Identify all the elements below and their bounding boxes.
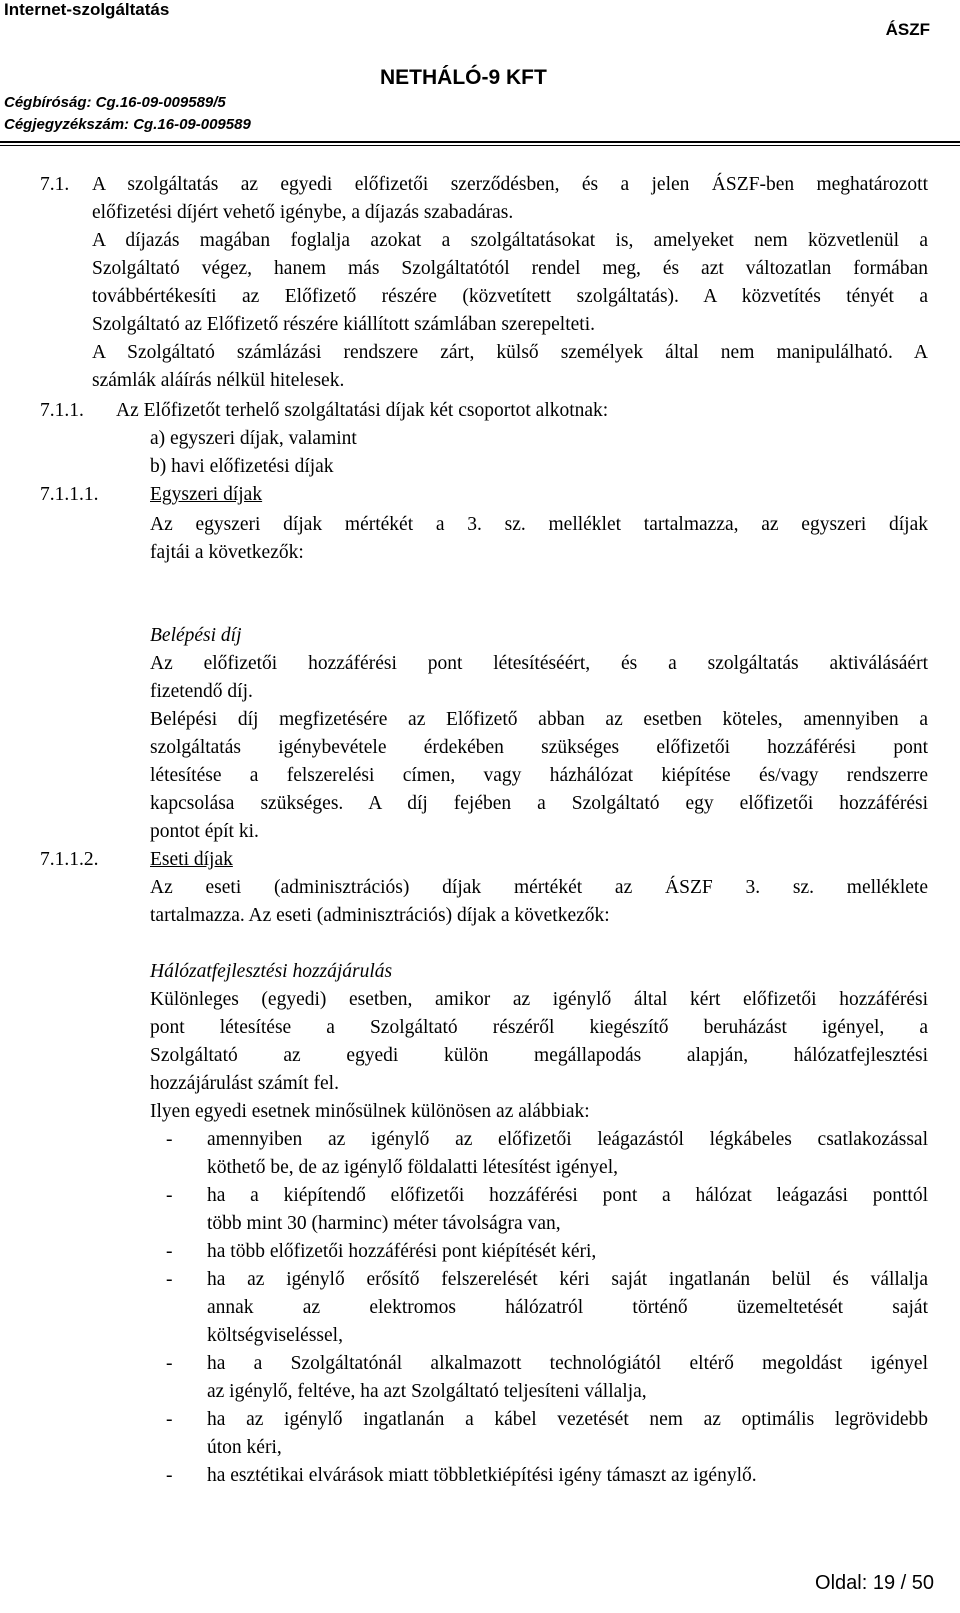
list-item: ha több előfizetői hozzáférési pont kiépítését kéri, bbox=[207, 1241, 597, 1262]
section-number: 7.1.1. bbox=[40, 400, 84, 421]
paragraph-line: Az eseti (adminisztrációs) díjak mértékét az ÁSZF 3. sz. melléklete bbox=[150, 877, 928, 898]
paragraph-line: Az Előfizetőt terhelő szolgáltatási díjak két csoportot alkotnak: bbox=[116, 400, 609, 421]
section-number: 7.1.1.1. bbox=[40, 484, 99, 505]
paragraph-line: Belépési díj megfizetésére az Előfizető abban az esetben köteles, amennyiben a bbox=[150, 709, 928, 730]
subsection-title: Egyszeri díjak bbox=[150, 484, 263, 505]
list-item: amennyiben az igénylő az előfizetői leágazástól légkábeles csatlakozással bbox=[207, 1129, 928, 1150]
company-name: NETHÁLÓ-9 KFT bbox=[380, 66, 547, 89]
paragraph-line: számlák aláírás nélkül hitelesek. bbox=[92, 370, 345, 391]
list-item: úton kéri, bbox=[207, 1437, 282, 1458]
list-item: b) havi előfizetési díjak bbox=[150, 456, 334, 477]
paragraph-line: hozzájárulást számít fel. bbox=[150, 1073, 339, 1094]
subsection-title: Eseti díjak bbox=[150, 849, 233, 870]
fee-title: Hálózatfejlesztési hozzájárulás bbox=[150, 961, 393, 982]
paragraph-line: Szolgáltató az Előfizető részére kiállított számlában szerepelteti. bbox=[92, 314, 595, 335]
paragraph-line: előfizetési díjért vehető igénybe, a díjazás szabadáras. bbox=[92, 202, 514, 223]
list-item: ha esztétikai elvárások miatt többletkiépítési igény támaszt az igénylő. bbox=[207, 1465, 757, 1486]
list-item: ha az igénylő erősítő felszerelését kéri saját ingatlanán belül és vállalja bbox=[207, 1269, 928, 1290]
paragraph-line: pont létesítése a Szolgáltató részéről kiegészítő beruházást igényel, a bbox=[150, 1017, 928, 1038]
paragraph-line: szolgáltatás igénybevétele érdekében szükséges előfizetői hozzáférési pont bbox=[150, 737, 928, 758]
list-dash: - bbox=[166, 1185, 173, 1206]
paragraph-line: Különleges (egyedi) esetben, amikor az igénylő által kért előfizetői hozzáférési bbox=[150, 989, 928, 1010]
section-number: 7.1. bbox=[40, 174, 70, 195]
paragraph-line: A szolgáltatás az egyedi előfizetői szerződésben, és a jelen ÁSZF-ben meghatározott bbox=[92, 174, 928, 195]
paragraph-line: Ilyen egyedi esetnek minősülnek különösen az alábbiak: bbox=[150, 1101, 590, 1122]
paragraph-line: továbbértékesíti az Előfizető részére (közvetített szolgáltatás). A közvetítés tényét a bbox=[92, 286, 928, 307]
fee-title: Belépési díj bbox=[150, 625, 242, 646]
paragraph-line: fajtái a következők: bbox=[150, 542, 304, 563]
paragraph-line: létesítése a felszerelési címen, vagy házhálózat kiépítése és/vagy rendszerre bbox=[150, 765, 928, 786]
paragraph-line: tartalmazza. Az eseti (adminisztrációs) díjak a következők: bbox=[150, 905, 610, 926]
paragraph-line: pontot épít ki. bbox=[150, 821, 259, 842]
header-divider bbox=[0, 141, 960, 143]
header-right-title: ÁSZF bbox=[885, 20, 930, 39]
paragraph-line: Az egyszeri díjak mértékét a 3. sz. melléklet tartalmazza, az egyszeri díjak bbox=[150, 514, 928, 535]
list-dash: - bbox=[166, 1409, 173, 1430]
list-item: köthető be, de az igénylő földalatti létesítést igényel, bbox=[207, 1157, 618, 1178]
registry-number: Cégjegyzékszám: Cg.16-09-009589 bbox=[4, 116, 251, 133]
header-left-title: Internet-szolgáltatás bbox=[4, 0, 170, 19]
paragraph-line: kapcsolása szükséges. A díj fejében a Szolgáltató egy előfizetői hozzáférési bbox=[150, 793, 928, 814]
list-dash: - bbox=[166, 1269, 173, 1290]
header-divider-thin bbox=[0, 145, 960, 146]
paragraph-line: Az előfizetői hozzáférési pont létesítéséért, és a szolgáltatás aktiválásáért bbox=[150, 653, 928, 674]
section-number: 7.1.1.2. bbox=[40, 849, 99, 870]
list-item: ha a Szolgáltatónál alkalmazott technológiától eltérő megoldást igényel bbox=[207, 1353, 928, 1374]
paragraph-line: A Szolgáltató számlázási rendszere zárt, külső személyek által nem manipulálható. A bbox=[92, 342, 928, 363]
paragraph-line: fizetendő díj. bbox=[150, 681, 253, 702]
list-dash: - bbox=[166, 1241, 173, 1262]
list-item: annak az elektromos hálózatról történő üzemeltetését saját bbox=[207, 1297, 928, 1318]
list-item: ha a kiépítendő előfizetői hozzáférési pont a hálózat leágazási ponttól bbox=[207, 1185, 928, 1206]
list-item: az igénylő, feltéve, ha azt Szolgáltató teljesíteni vállalja, bbox=[207, 1381, 647, 1402]
list-item: több mint 30 (harminc) méter távolságra van, bbox=[207, 1213, 561, 1234]
registry-court: Cégbíróság: Cg.16-09-009589/5 bbox=[4, 94, 226, 111]
list-item: a) egyszeri díjak, valamint bbox=[150, 428, 357, 449]
paragraph-line: A díjazás magában foglalja azokat a szolgáltatásokat is, amelyeket nem közvetlenül a bbox=[92, 230, 928, 251]
list-dash: - bbox=[166, 1353, 173, 1374]
list-item: ha az igénylő ingatlanán a kábel vezetését nem az optimális legrövidebb bbox=[207, 1409, 928, 1430]
list-item: költségviseléssel, bbox=[207, 1325, 343, 1346]
list-dash: - bbox=[166, 1129, 173, 1150]
page-number: Oldal: 19 / 50 bbox=[815, 1572, 934, 1594]
paragraph-line: Szolgáltató az egyedi külön megállapodás alapján, hálózatfejlesztési bbox=[150, 1045, 928, 1066]
paragraph-line: Szolgáltató végez, hanem más Szolgáltatótól rendel meg, és azt változatlan formában bbox=[92, 258, 928, 279]
list-dash: - bbox=[166, 1465, 173, 1486]
